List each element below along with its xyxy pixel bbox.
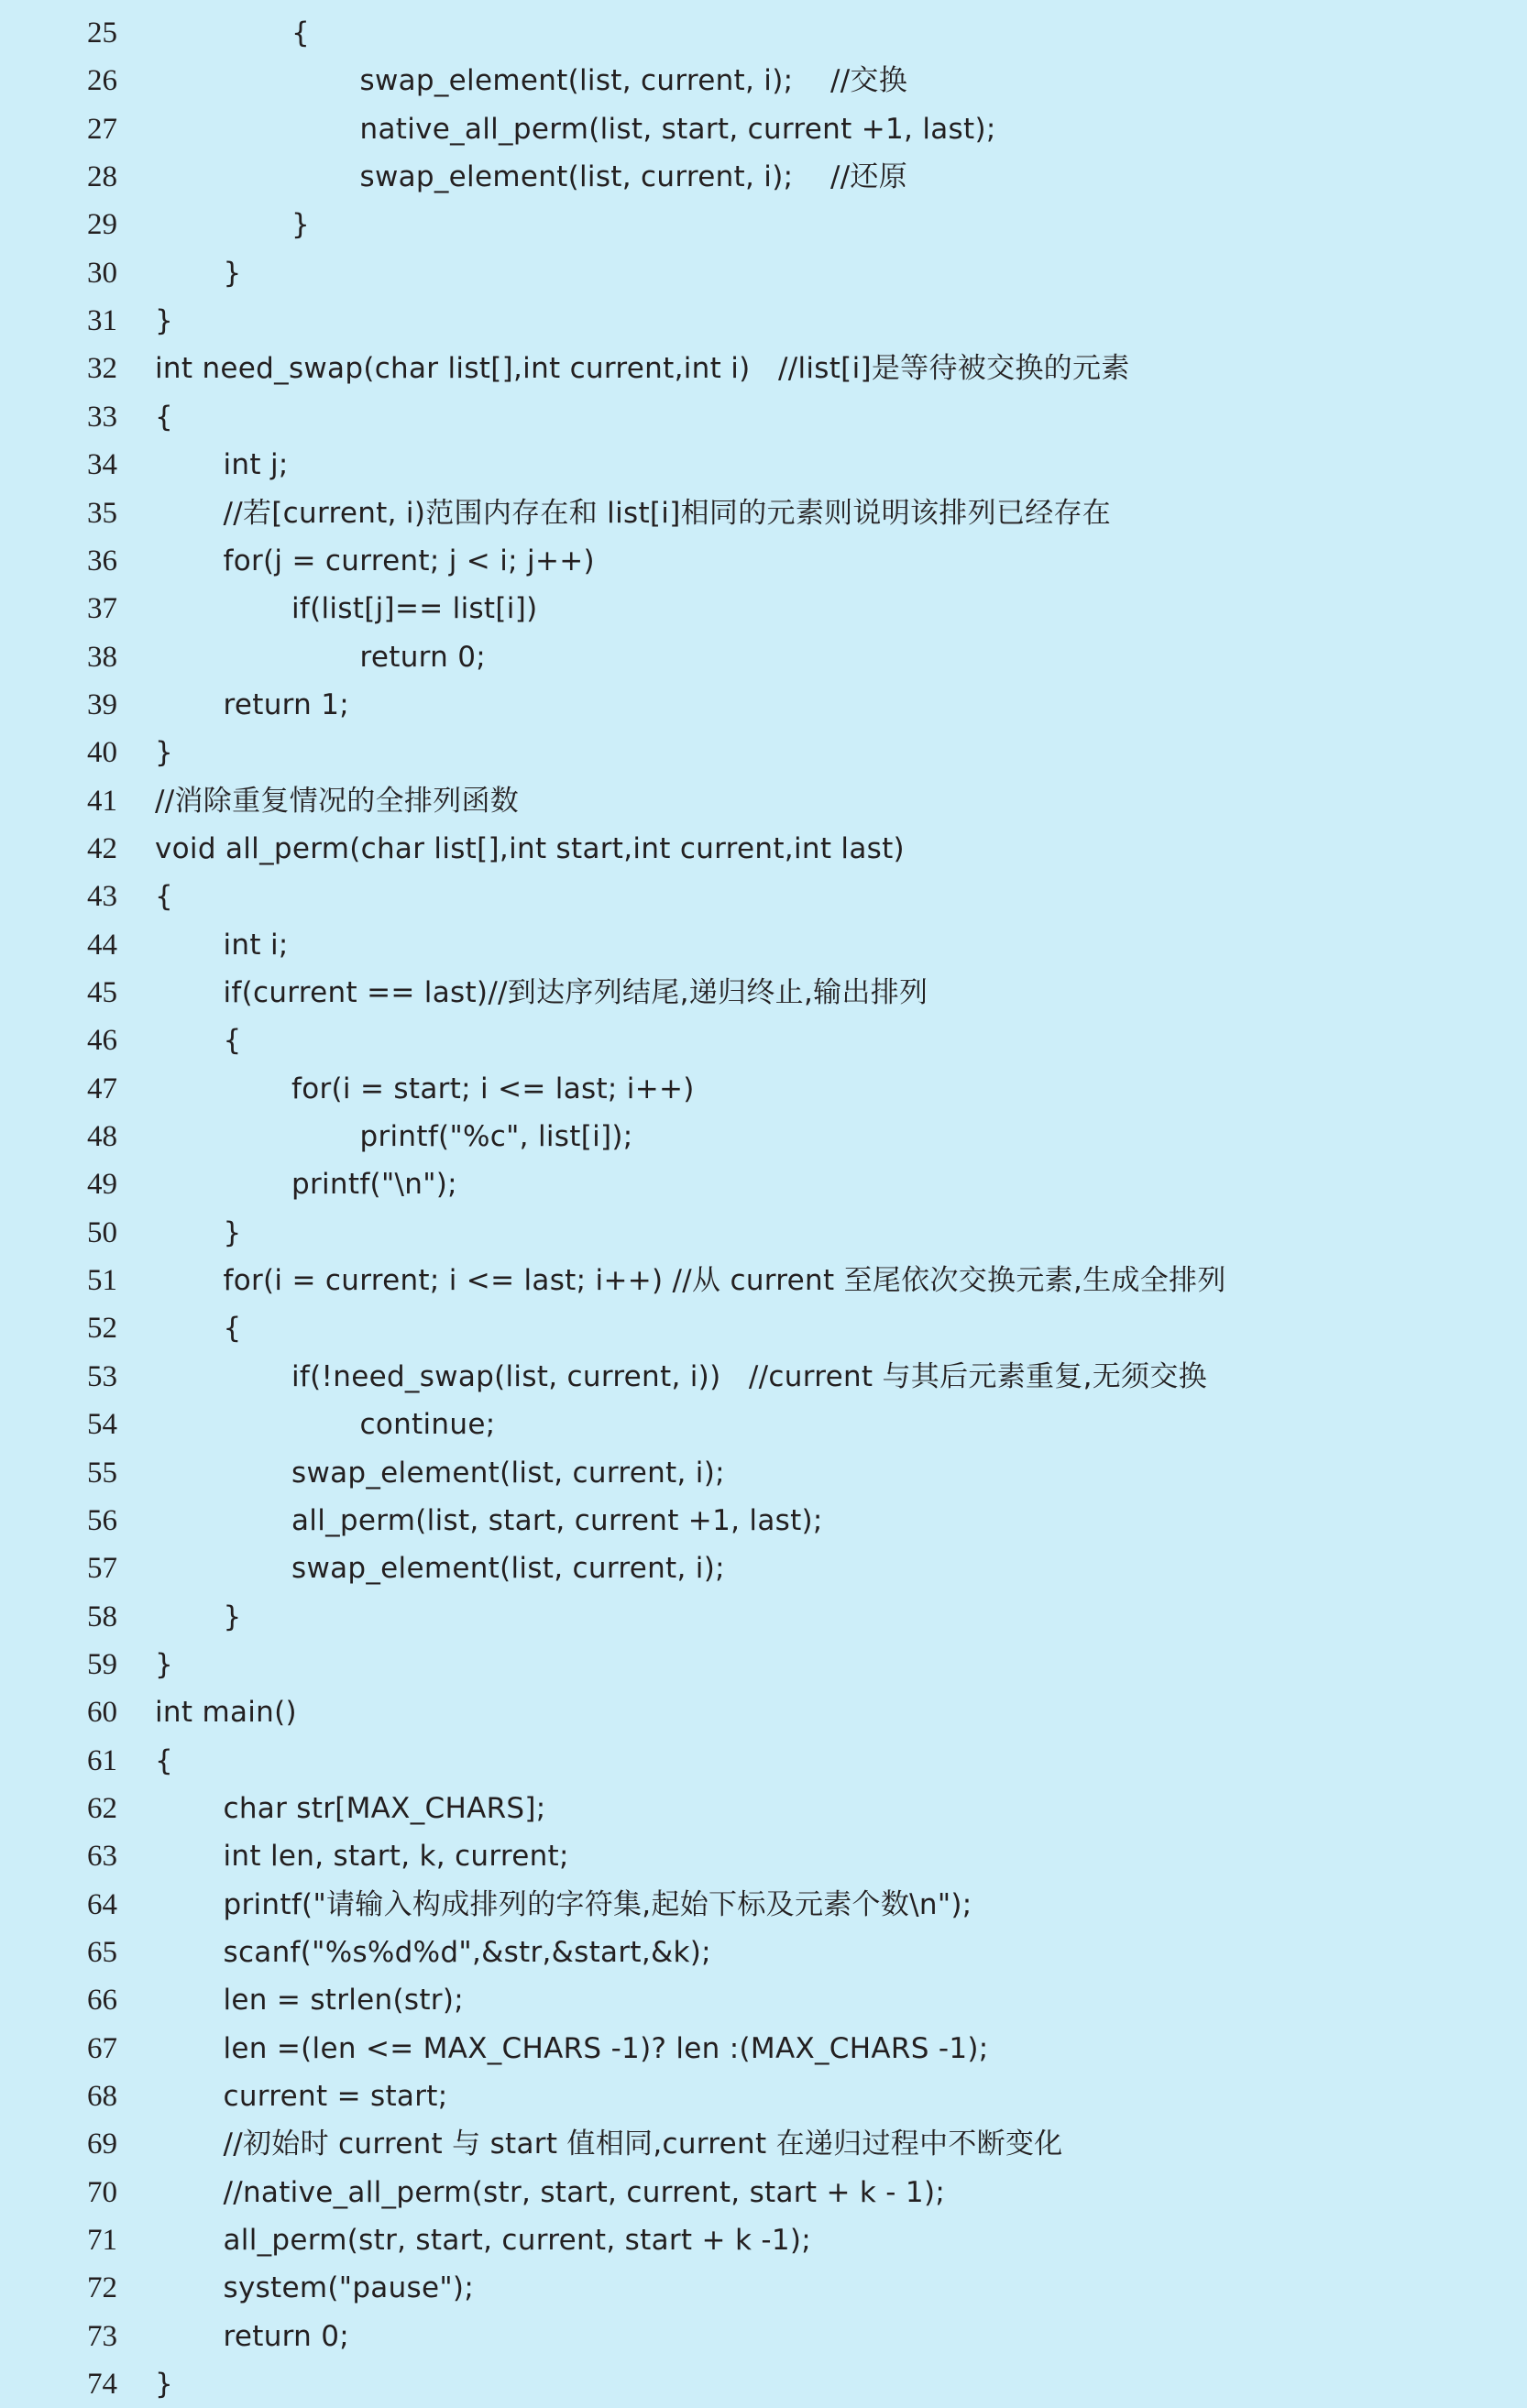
line-number: 30 (87, 256, 117, 290)
code-line (0, 537, 1527, 585)
code-text: int j; (223, 448, 289, 482)
code-text: current = start; (223, 2080, 448, 2114)
code-text: len =(len <= MAX_CHARS -1)? len :(MAX_CHARS -1); (223, 2031, 989, 2065)
line-number: 60 (87, 1696, 117, 1730)
code-text: { (291, 16, 311, 49)
code-line (0, 393, 1527, 441)
line-number: 28 (87, 160, 117, 194)
code-text: { (223, 1312, 242, 1346)
code-text: { (155, 880, 174, 914)
code-text: return 0; (223, 2319, 350, 2353)
line-number: 47 (87, 1072, 117, 1105)
code-text: swap_element(list, current, i); (291, 1456, 725, 1490)
code-line (0, 1065, 1527, 1113)
code-line (0, 1257, 1527, 1304)
line-number: 63 (87, 1840, 117, 1874)
code-text: swap_element(list, current, i); (291, 1552, 725, 1586)
line-number: 54 (87, 1408, 117, 1442)
code-text: //native_all_perm(str, start, current, start + k - 1); (223, 2175, 946, 2209)
line-number: 39 (87, 687, 117, 721)
code-line (0, 2169, 1527, 2216)
code-text: len = strlen(str); (223, 1984, 464, 2018)
code-line (0, 633, 1527, 681)
line-number: 74 (87, 2368, 117, 2402)
code-line (0, 345, 1527, 392)
code-line (0, 2025, 1527, 2073)
code-line (0, 1785, 1527, 1832)
code-text: return 0; (359, 640, 487, 674)
line-number: 67 (87, 2031, 117, 2065)
code-line (0, 1929, 1527, 1976)
line-number: 45 (87, 976, 117, 1009)
line-number: 49 (87, 1168, 117, 1202)
code-line (0, 105, 1527, 153)
code-line (0, 1497, 1527, 1545)
code-line (0, 201, 1527, 248)
code-line (0, 1976, 1527, 2024)
code-text: if(!need_swap(list, current, i)) //current 与其后元素重复,无须交换 (291, 1359, 1207, 1393)
code-text: native_all_perm(list, start, current +1, last); (359, 112, 996, 146)
line-number: 46 (87, 1024, 117, 1058)
code-line (0, 2264, 1527, 2312)
code-line (0, 1737, 1527, 1785)
line-number: 41 (87, 784, 117, 818)
code-line (0, 1113, 1527, 1160)
line-number: 59 (87, 1647, 117, 1681)
code-text: all_perm(list, start, current +1, last); (291, 1503, 823, 1537)
code-text: } (155, 736, 174, 770)
code-text: swap_element(list, current, i); //交换 (359, 64, 908, 98)
code-text: if(list[j]== list[i]) (291, 592, 538, 626)
code-line (0, 777, 1527, 825)
code-line (0, 1304, 1527, 1352)
line-number: 70 (87, 2175, 117, 2209)
line-number: 40 (87, 736, 117, 770)
code-line (0, 1209, 1527, 1257)
code-text: int len, start, k, current; (223, 1840, 569, 1874)
line-number: 38 (87, 640, 117, 674)
code-line (0, 1449, 1527, 1497)
line-number: 27 (87, 112, 117, 146)
code-text: swap_element(list, current, i); //还原 (359, 160, 908, 194)
line-number: 36 (87, 544, 117, 577)
code-text: } (223, 1215, 242, 1249)
line-number: 29 (87, 208, 117, 242)
code-line (0, 1160, 1527, 1208)
code-line (0, 153, 1527, 201)
line-number: 69 (87, 2128, 117, 2161)
code-text: printf("\n"); (291, 1168, 457, 1202)
line-number: 48 (87, 1120, 117, 1154)
line-number: 34 (87, 448, 117, 482)
code-text: system("pause"); (223, 2271, 475, 2305)
code-text: for(i = start; i <= last; i++) (291, 1072, 695, 1105)
code-line (0, 1832, 1527, 1880)
code-line (0, 969, 1527, 1017)
code-text: scanf("%s%d%d",&str,&start,&k); (223, 1936, 711, 1969)
line-number: 61 (87, 1743, 117, 1777)
code-line (0, 585, 1527, 632)
code-text: printf("%c", list[i]); (359, 1120, 633, 1154)
line-number: 71 (87, 2224, 117, 2258)
line-number: 57 (87, 1552, 117, 1586)
code-line (0, 1353, 1527, 1401)
code-line (0, 825, 1527, 873)
code-text: return 1; (223, 687, 350, 721)
line-number: 68 (87, 2080, 117, 2114)
code-text: } (155, 1647, 174, 1681)
code-text: } (291, 208, 311, 242)
line-number: 32 (87, 352, 117, 386)
code-line (0, 1401, 1527, 1448)
line-number: 50 (87, 1215, 117, 1249)
code-line (0, 297, 1527, 345)
code-text: printf("请输入构成排列的字符集,起始下标及元素个数\n"); (223, 1887, 972, 1921)
code-text: all_perm(str, start, current, start + k -1); (223, 2224, 812, 2258)
line-number: 31 (87, 304, 117, 338)
code-line (0, 441, 1527, 489)
code-text: } (155, 2368, 174, 2402)
code-text: } (223, 1600, 242, 1633)
line-number: 33 (87, 400, 117, 434)
code-text: { (223, 1024, 242, 1058)
line-number: 44 (87, 928, 117, 962)
code-line (0, 9, 1527, 57)
code-line (0, 873, 1527, 920)
code-line (0, 921, 1527, 969)
code-line (0, 2073, 1527, 2120)
code-text: if(current == last)//到达序列结尾,递归终止,输出排列 (223, 976, 928, 1009)
line-number: 37 (87, 592, 117, 626)
code-line (0, 2360, 1527, 2408)
code-text: char str[MAX_CHARS]; (223, 1791, 546, 1825)
line-number: 42 (87, 831, 117, 865)
code-line (0, 2120, 1527, 2168)
code-text: continue; (359, 1408, 496, 1442)
line-number: 66 (87, 1984, 117, 2018)
line-number: 73 (87, 2319, 117, 2353)
code-text: int main() (155, 1696, 297, 1730)
code-line (0, 681, 1527, 729)
code-line (0, 1688, 1527, 1736)
code-line (0, 1017, 1527, 1064)
line-number: 62 (87, 1791, 117, 1825)
line-number: 35 (87, 496, 117, 530)
line-number: 58 (87, 1600, 117, 1633)
code-text: for(i = current; i <= last; i++) //从 current 至尾依次交换元素,生成全排列 (223, 1264, 1226, 1298)
line-number: 26 (87, 64, 117, 98)
code-text: void all_perm(char list[],int start,int current,int last) (155, 831, 905, 865)
line-number: 56 (87, 1503, 117, 1537)
code-text: { (155, 400, 174, 434)
code-line (0, 1545, 1527, 1592)
code-text: int need_swap(char list[],int current,int i) //list[i]是等待被交换的元素 (155, 352, 1130, 386)
line-number: 64 (87, 1887, 117, 1921)
code-text: //若[current, i)范围内存在和 list[i]相同的元素则说明该排列已经存在 (223, 496, 1112, 530)
code-text: } (155, 304, 174, 338)
code-line (0, 489, 1527, 537)
code-line (0, 1641, 1527, 1688)
line-number: 52 (87, 1312, 117, 1346)
code-line (0, 57, 1527, 104)
code-line (0, 2313, 1527, 2360)
code-text: } (223, 256, 242, 290)
line-number: 65 (87, 1936, 117, 1969)
line-number: 55 (87, 1456, 117, 1490)
line-number: 72 (87, 2271, 117, 2305)
line-number: 51 (87, 1264, 117, 1298)
code-line (0, 2216, 1527, 2264)
code-text: for(j = current; j < i; j++) (223, 544, 595, 577)
code-text: //初始时 current 与 start 值相同,current 在递归过程中不断变化 (223, 2128, 1063, 2161)
line-number: 43 (87, 880, 117, 914)
code-line (0, 1881, 1527, 1929)
code-line (0, 729, 1527, 776)
code-text: { (155, 1743, 174, 1777)
line-number: 25 (87, 16, 117, 49)
code-line (0, 1593, 1527, 1641)
code-text: //消除重复情况的全排列函数 (155, 784, 520, 818)
code-text: int i; (223, 928, 289, 962)
line-number: 53 (87, 1359, 117, 1393)
code-line (0, 249, 1527, 297)
